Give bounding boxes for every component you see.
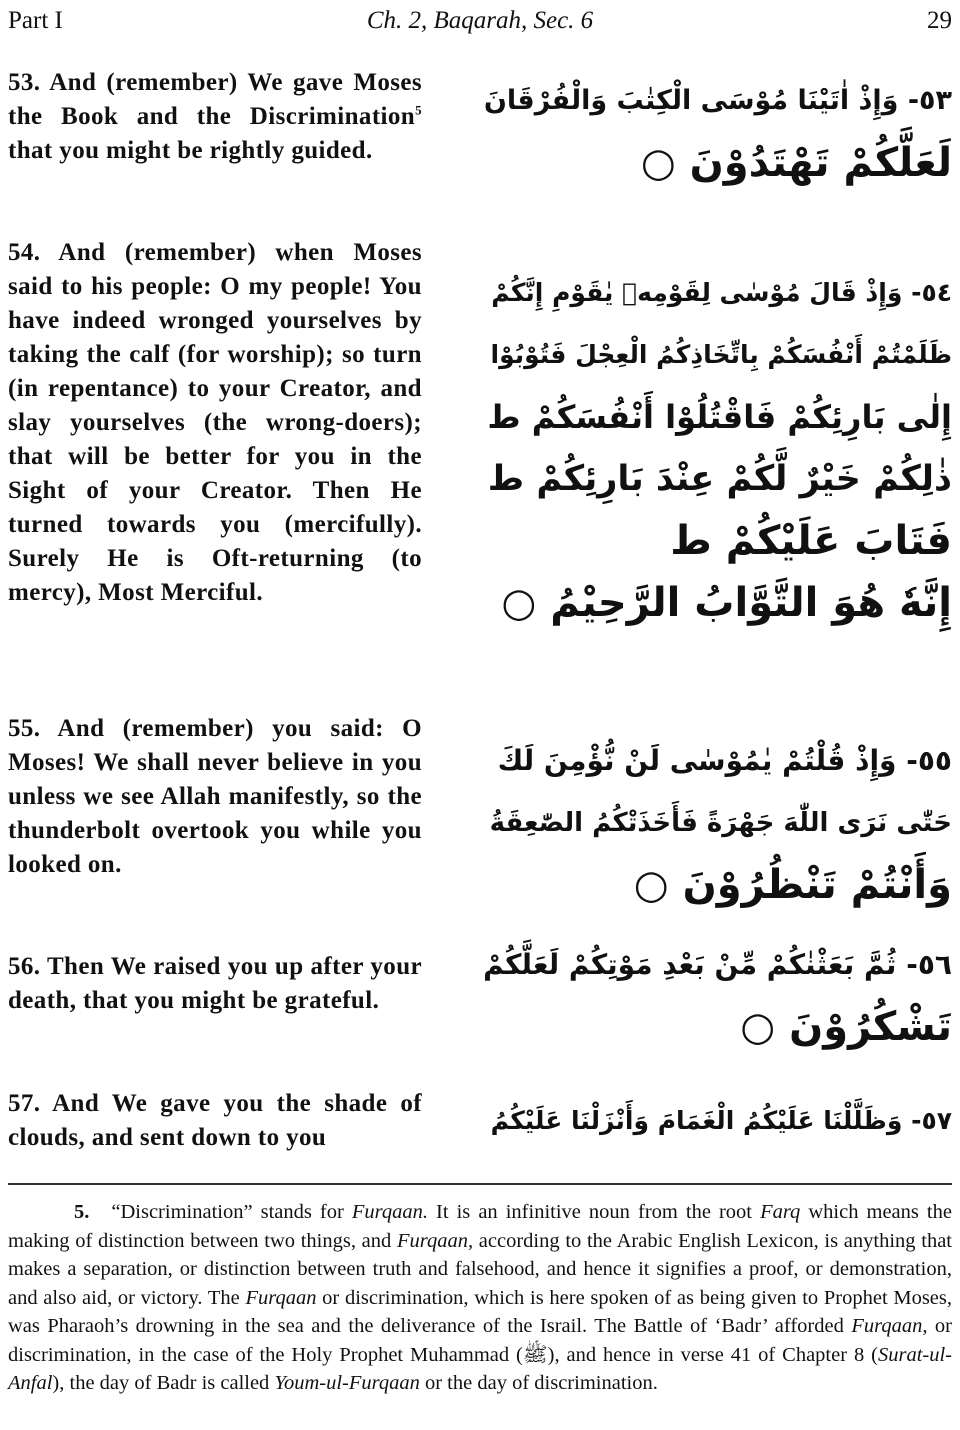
arabic-line: ٥٦- ثُمَّ بَعَثْنٰكُمْ مِّنْ بَعْدِ مَوْتِكُمْ لَعَلَّكُمْ [483,948,952,981]
arabic-line: إِنَّهٗ هُوَ التَّوَّابُ الرَّحِيْمُ ○ [501,580,952,626]
verse-56-arabic [482,934,952,1058]
arabic-line: ذٰلِكُمْ خَيْرٌ لَّكُمْ عِنْدَ بَارِئِكُمْ ط [487,459,952,499]
footnote-ref: 5 [415,102,422,118]
running-head [8,4,952,38]
arabic-line: وَأَنْتُمْ تَنْظُرُوْنَ ○ [633,862,952,908]
footnote-number: 5. [74,1201,90,1223]
part-label: Part I [8,7,63,34]
arabic-line: ٥٧- وَظَلَّلْنَا عَلَيْكُمُ الْغَمَامَ وَأَنْزَلْنَا عَلَيْكُمُ [490,1106,952,1135]
verse-text: 54. And (remember) when Moses said to his people: O my people! You have indeed wronged yourselves by taking the calf (for worship); so turn (in repentance) to your Creator, and slay yourselves (the wrong-doers); that will be better for you in the Sight of your Creator. Then He turned towards you (mercifully). Surely He is Oft-returning (to mercy), Most Merciful. [8,239,422,606]
arabic-line: إِلٰى بَارِئِكُمْ فَاقْتُلُوْا أَنْفُسَكُمْ ط [487,398,952,436]
verse-57-arabic [482,1090,952,1152]
verse-57-translation [8,1087,422,1155]
footnote-divider [8,1183,952,1185]
arabic-line: ٥٣- وَإِذْ اٰتَيْنَا مُوْسَى الْكِتٰبَ وَالْفُرْقَانَ [483,85,952,116]
verse-54-translation [8,236,422,610]
arabic-line: تَشْكُرُوْنَ ○ [740,1004,952,1050]
arabic-line: ٥٥- وَإِذْ قُلْتُمْ يٰمُوْسٰى لَنْ نُّؤْمِنَ لَكَ [497,744,952,777]
verse-53-translation [8,66,422,168]
verse-55-translation [8,712,422,882]
verse-53-arabic [482,70,952,194]
chapter-section-title: Ch. 2, Baqarah, Sec. 6 [366,7,594,34]
footnote-5: 5. “Discrimination” stands for Furqaan. It is an infinitive noun from the root Farq which means the making of distinction between two things, and Furqaan, according to the Arabic English Lexicon, is anything that makes a separation, or distinction between truth and falsehood, and hence it signifies a proof, or demonstration, and also aid, or victory. The Furqaan or discrimination, which is here spoken of as being given to Prophet Moses, was Pharaoh’s drowning in the sea and the deliverance of the Israil. The Battle of ‘Badr’ afforded Furqaan, or discrimination, in the case of the Holy Prophet Muhammad (ﷺ), and hence in verse 41 of Chapter 8 (Surat-ul-Anfal), the day of Badr is called Youm-ul-Furqaan or the day of discrimination. [8,1198,952,1398]
verse-text: 57. And We gave you the shade of clouds, and sent down to you [8,1090,422,1151]
arabic-line: ٥٤- وَإِذْ قَالَ مُوْسٰى لِقَوْمِهٖ يٰقَوْمِ إِنَّكُمْ [491,278,952,307]
page-number: 29 [927,7,952,34]
verse-text: 53. And (remember) We gave Moses the Book and the Discrimination$^5$ that you might be rightly guided. [8,69,422,164]
verse-54-arabic [482,262,952,634]
verse-56-translation [8,950,422,1018]
verse-text: 56. Then We raised you up after your death, that you might be grateful. [8,953,422,1014]
verse-text: 55. And (remember) you said: O Moses! We shall never believe in you unless we see Allah manifestly, so the thunderbolt overtook you while you looked on. [8,715,422,878]
arabic-line: ظَلَمْتُمْ أَنْفُسَكُمْ بِاتِّخَاذِكُمُ الْعِجْلَ فَتُوْبُوْا [490,340,952,369]
arabic-line: فَتَابَ عَلَيْكُمْ ط [670,518,952,564]
arabic-line: حَتّٰى نَرَى اللّٰهَ جَهْرَةً فَأَخَذَتْكُمُ الصّٰعِقَةُ [489,808,952,838]
arabic-line: لَعَلَّكُمْ تَهْتَدُوْنَ ○ [640,140,952,186]
verse-55-arabic [482,730,952,916]
